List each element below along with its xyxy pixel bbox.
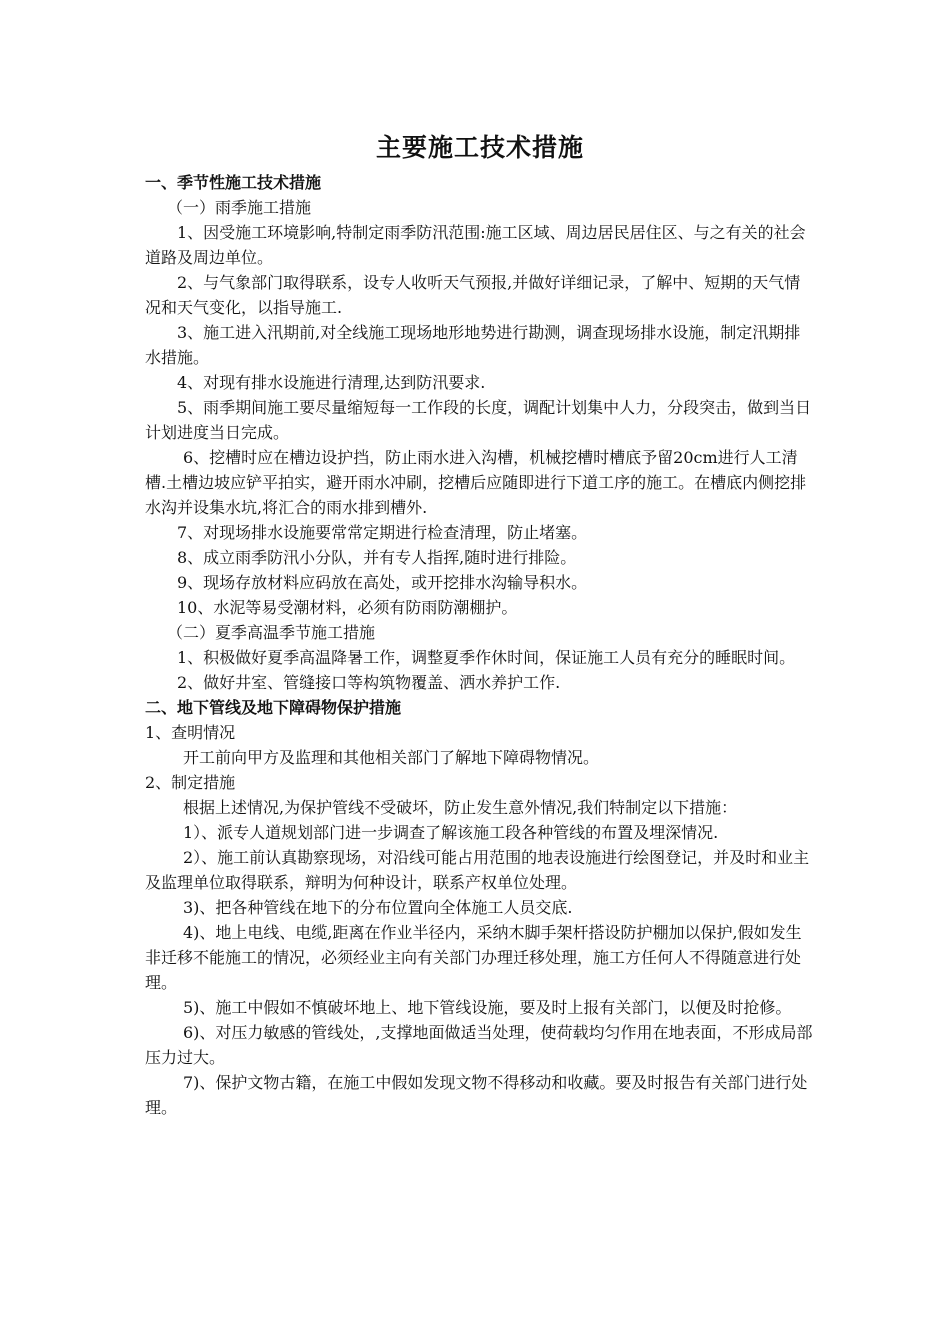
part-heading-measures: 2、制定措施 — [145, 773, 236, 792]
paragraph: 10、水泥等易受潮材料，必须有防雨防潮棚护。 — [177, 598, 518, 617]
paragraph: 6、挖槽时应在槽边设护挡，防止雨水进入沟槽，机械挖槽时槽底予留20cm进行人工清槽.土槽边坡应铲平拍实，避开雨水冲刷，挖槽后应随即进行下道工序的施工。在槽底内侧挖排水沟并设集水坑,将汇合的雨水排到槽外. — [145, 448, 807, 517]
paragraph: 开工前向甲方及监理和其他相关部门了解地下障碍物情况。 — [183, 748, 600, 767]
paragraph: 3、施工进入汛期前,对全线施工现场地形地势进行勘测，调查现场排水设施，制定汛期排水措施。 — [145, 323, 801, 367]
paragraph: 1、因受施工环境影响,特制定雨季防汛范围:施工区域、周边居民居住区、与之有关的社会道路及周边单位。 — [145, 223, 806, 267]
subsection-heading-rainy: （一）雨季施工措施 — [167, 198, 312, 217]
paragraph: 1、积极做好夏季高温降暑工作，调整夏季作休时间，保证施工人员有充分的睡眠时间。 — [177, 648, 796, 667]
paragraph: 4、对现有排水设施进行清理,达到防汛要求. — [177, 373, 486, 392]
paragraph: 7)、保护文物古籍，在施工中假如发现文物不得移动和收藏。要及时报告有关部门进行处理。 — [145, 1073, 808, 1117]
section-heading-seasonal: 一、季节性施工技术措施 — [145, 173, 322, 192]
paragraph: 5)、施工中假如不慎破坏地上、地下管线设施，要及时上报有关部门，以便及时抢修。 — [183, 998, 792, 1017]
subsection-heading-summer: （二）夏季高温季节施工措施 — [167, 623, 376, 642]
paragraph: 9、现场存放材料应码放在高处，或开挖排水沟输导积水。 — [177, 573, 588, 592]
paragraph: 7、对现场排水设施要常常定期进行检查清理，防止堵塞。 — [177, 523, 588, 542]
paragraph: 1）、派专人道规划部门进一步调查了解该施工段各种管线的布置及埋深情况. — [183, 823, 719, 842]
paragraph: 8、成立雨季防汛小分队，并有专人指挥,随时进行排险。 — [177, 548, 577, 567]
paragraph: 2）、施工前认真勘察现场，对沿线可能占用范围的地表设施进行绘图登记，并及时和业主及监理单位取得联系，辩明为何种设计，联系产权单位处理。 — [145, 848, 810, 892]
paragraph: 根据上述情况,为保护管线不受破坏，防止发生意外情况,我们特制定以下措施： — [183, 798, 738, 817]
paragraph: 3)、把各种管线在地下的分布位置向全体施工人员交底. — [183, 898, 573, 917]
paragraph: 2、与气象部门取得联系，设专人收听天气预报,并做好详细记录，了解中、短期的天气情况和天气变化，以指导施工. — [145, 273, 801, 317]
document-title: 主要施工技术措施 — [375, 133, 584, 162]
section-heading-underground: 二、地下管线及地下障碍物保护措施 — [145, 698, 402, 717]
paragraph: 2、做好井室、管缝接口等构筑物覆盖、洒水养护工作. — [177, 673, 561, 692]
paragraph: 4)、地上电线、电缆,距离在作业半径内，采纳木脚手架杆搭设防护棚加以保护,假如发生非迁移不能施工的情况，必须经业主向有关部门办理迁移处理，施工方任何人不得随意进行处理。 — [145, 923, 802, 992]
document-page — [145, 130, 815, 1120]
part-heading-investigate: 1、查明情况 — [145, 723, 236, 742]
paragraph: 6)、对压力敏感的管线处，,支撑地面做适当处理，使荷载均匀作用在地表面，不形成局部压力过大。 — [145, 1023, 813, 1067]
paragraph: 5、雨季期间施工要尽量缩短每一工作段的长度，调配计划集中人力，分段突击，做到当日计划进度当日完成。 — [145, 398, 812, 442]
